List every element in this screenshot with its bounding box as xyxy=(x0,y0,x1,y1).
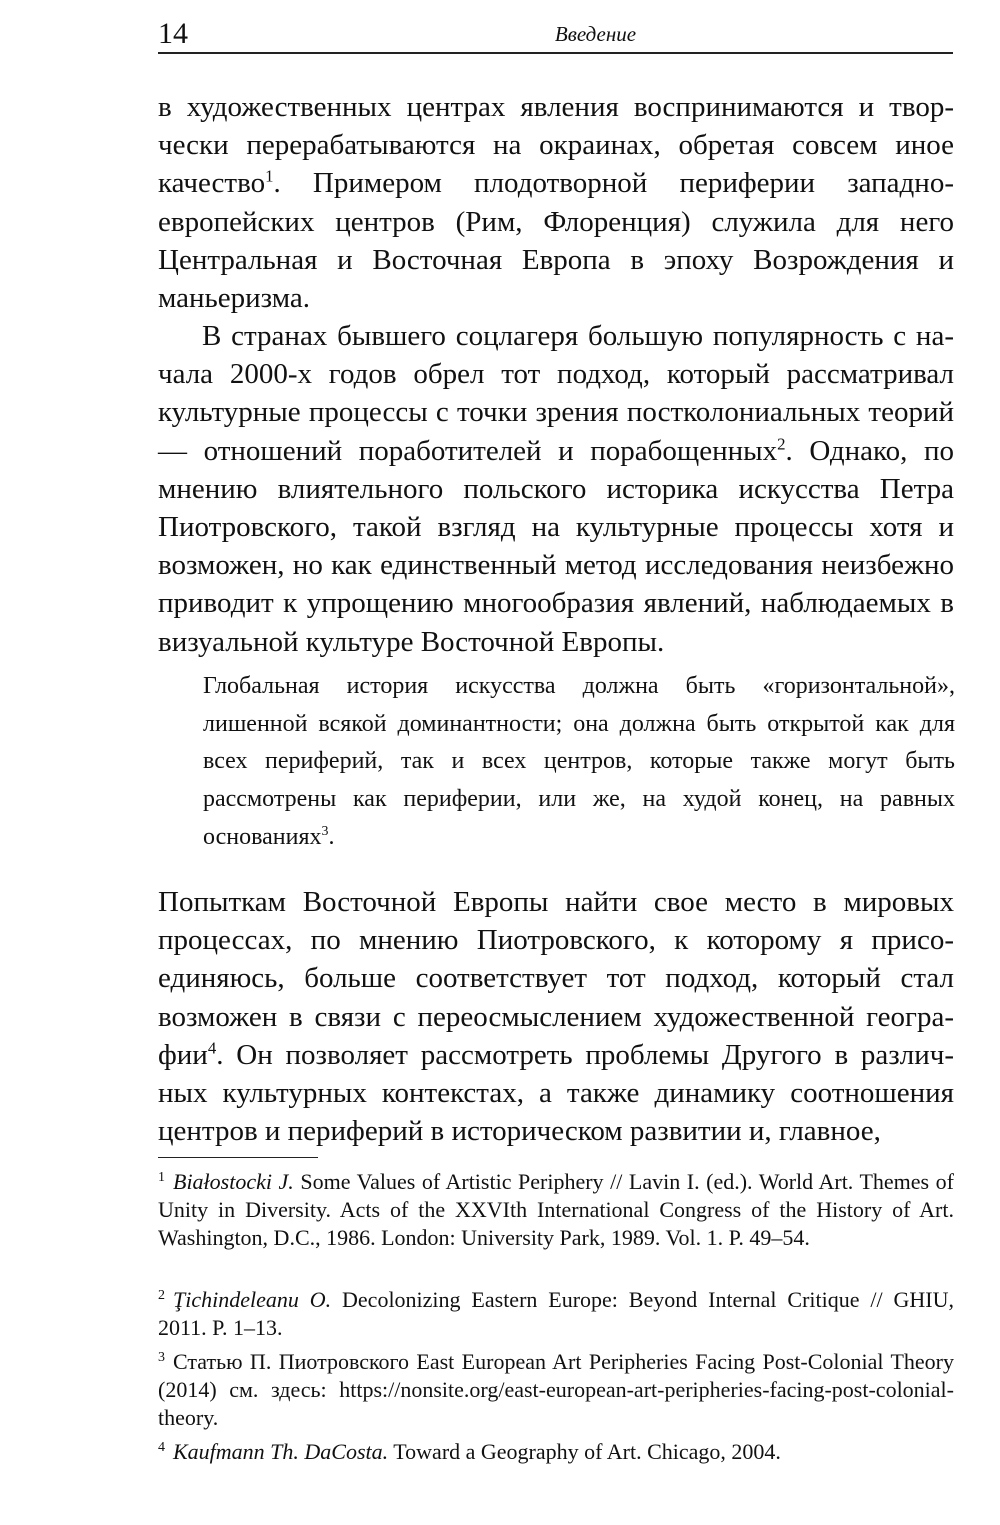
footnote-2 xyxy=(158,1286,954,1342)
footnote-ref-3: 3 xyxy=(321,823,329,839)
paragraph-2 xyxy=(158,317,954,661)
running-head: Введение xyxy=(554,22,637,46)
footnote-number: 3 xyxy=(158,1349,165,1365)
footnote-number: 4 xyxy=(158,1439,165,1455)
footnote-ref-4: 4 xyxy=(207,1038,217,1058)
paragraph-2-text-a: В странах бывшего соцлагеря большую популярность с начала 2000-х годов обрел тот подход, который рассматривал культурные процессы с точки зрения постколониальных теорий — отношений поработителей и порабощенных xyxy=(158,320,954,467)
paragraph-3-text-a: Попыткам Восточной Европы найти свое место в мировых процессах, по мнению Пиотровского, к которому я присоединяюсь, больше соответствует тот подход, который стал возможен в связи с переосмыслением художественной географии xyxy=(158,886,954,1071)
footnote-1 xyxy=(158,1168,954,1252)
footnote-text: Toward a Geography of Art. Chicago, 2004. xyxy=(388,1439,781,1464)
footnote-author: Kaufmann Th. DaCosta. xyxy=(173,1439,389,1464)
page-number: 14 xyxy=(158,17,188,50)
footnote-text: Статью П. Пиотровского East European Art Peripheries Facing Post-Colonial Theory (2014) см. здесь: https://nonsite.org/east-european-art-peripheries-facing-post-colonial-theory. xyxy=(158,1349,954,1430)
paragraph-1 xyxy=(158,88,954,317)
paragraph-1-text-a: в художественных центрах явления воспринимаются и творчески перерабатываются на окраинах, обретая совсем иное качество xyxy=(158,91,954,200)
footnote-number: 2 xyxy=(158,1287,165,1303)
footnote-number: 1 xyxy=(158,1169,165,1185)
block-quote-tail: . xyxy=(328,823,335,850)
paragraph-3-text-b: . Он позволяет рассмотреть проблемы Другого в различных культурных контекстах, а также динамику соотношения центров и периферий в историческом развитии и, главное, xyxy=(158,1038,954,1148)
paragraph-3 xyxy=(158,883,954,1150)
footnote-author: Białostocki J. xyxy=(173,1169,294,1194)
footnote-author: Ţichindeleanu O. xyxy=(173,1287,332,1312)
page-header xyxy=(158,16,953,54)
paragraph-1-text-b: . Примером плодотворной периферии западноевропейских центров (Рим, Флоренция) служила для него Центральная и Восточная Европа в эпоху Возрождения и маньеризма. xyxy=(158,167,954,315)
footnote-4 xyxy=(158,1438,954,1466)
paragraph-2-text-b: . Однако, по мнению влиятельного польского историка искусства Петра Пиотровского, такой взгляд на культурные процессы хотя и возможен, но как единственный метод исследования неизбежно приводит к упрощению многообразия явлений, наблюдаемых в визуальной культуре Восточной Европы. xyxy=(158,434,954,658)
footnote-ref-2: 2 xyxy=(777,433,786,453)
footnote-3 xyxy=(158,1348,954,1432)
footnote-text: Decolonizing Eastern Europe: Beyond Internal Critique // GHIU, 2011. P. 1–13. xyxy=(158,1287,954,1340)
footnote-text: Some Values of Artistic Periphery // Lavin I. (ed.). World Art. Themes of Unity in Diversity. Acts of the XXVIth International Congress of the History of Art. Washington, D.C., 1986. London: University Park, 1989. Vol. 1. P. 49–54. xyxy=(158,1169,954,1250)
footnote-ref-1: 1 xyxy=(265,166,274,186)
block-quote xyxy=(203,668,955,857)
footnote-divider xyxy=(158,1157,318,1158)
block-quote-text: Глобальная история искусства должна быть «горизонтальной», лишенной всякой доминантности; она должна быть открытой как для всех периферий, так и всех центров, которые также могут быть рассмотрены как периферии, или же, на худой конец, на равных основаниях xyxy=(203,673,955,850)
